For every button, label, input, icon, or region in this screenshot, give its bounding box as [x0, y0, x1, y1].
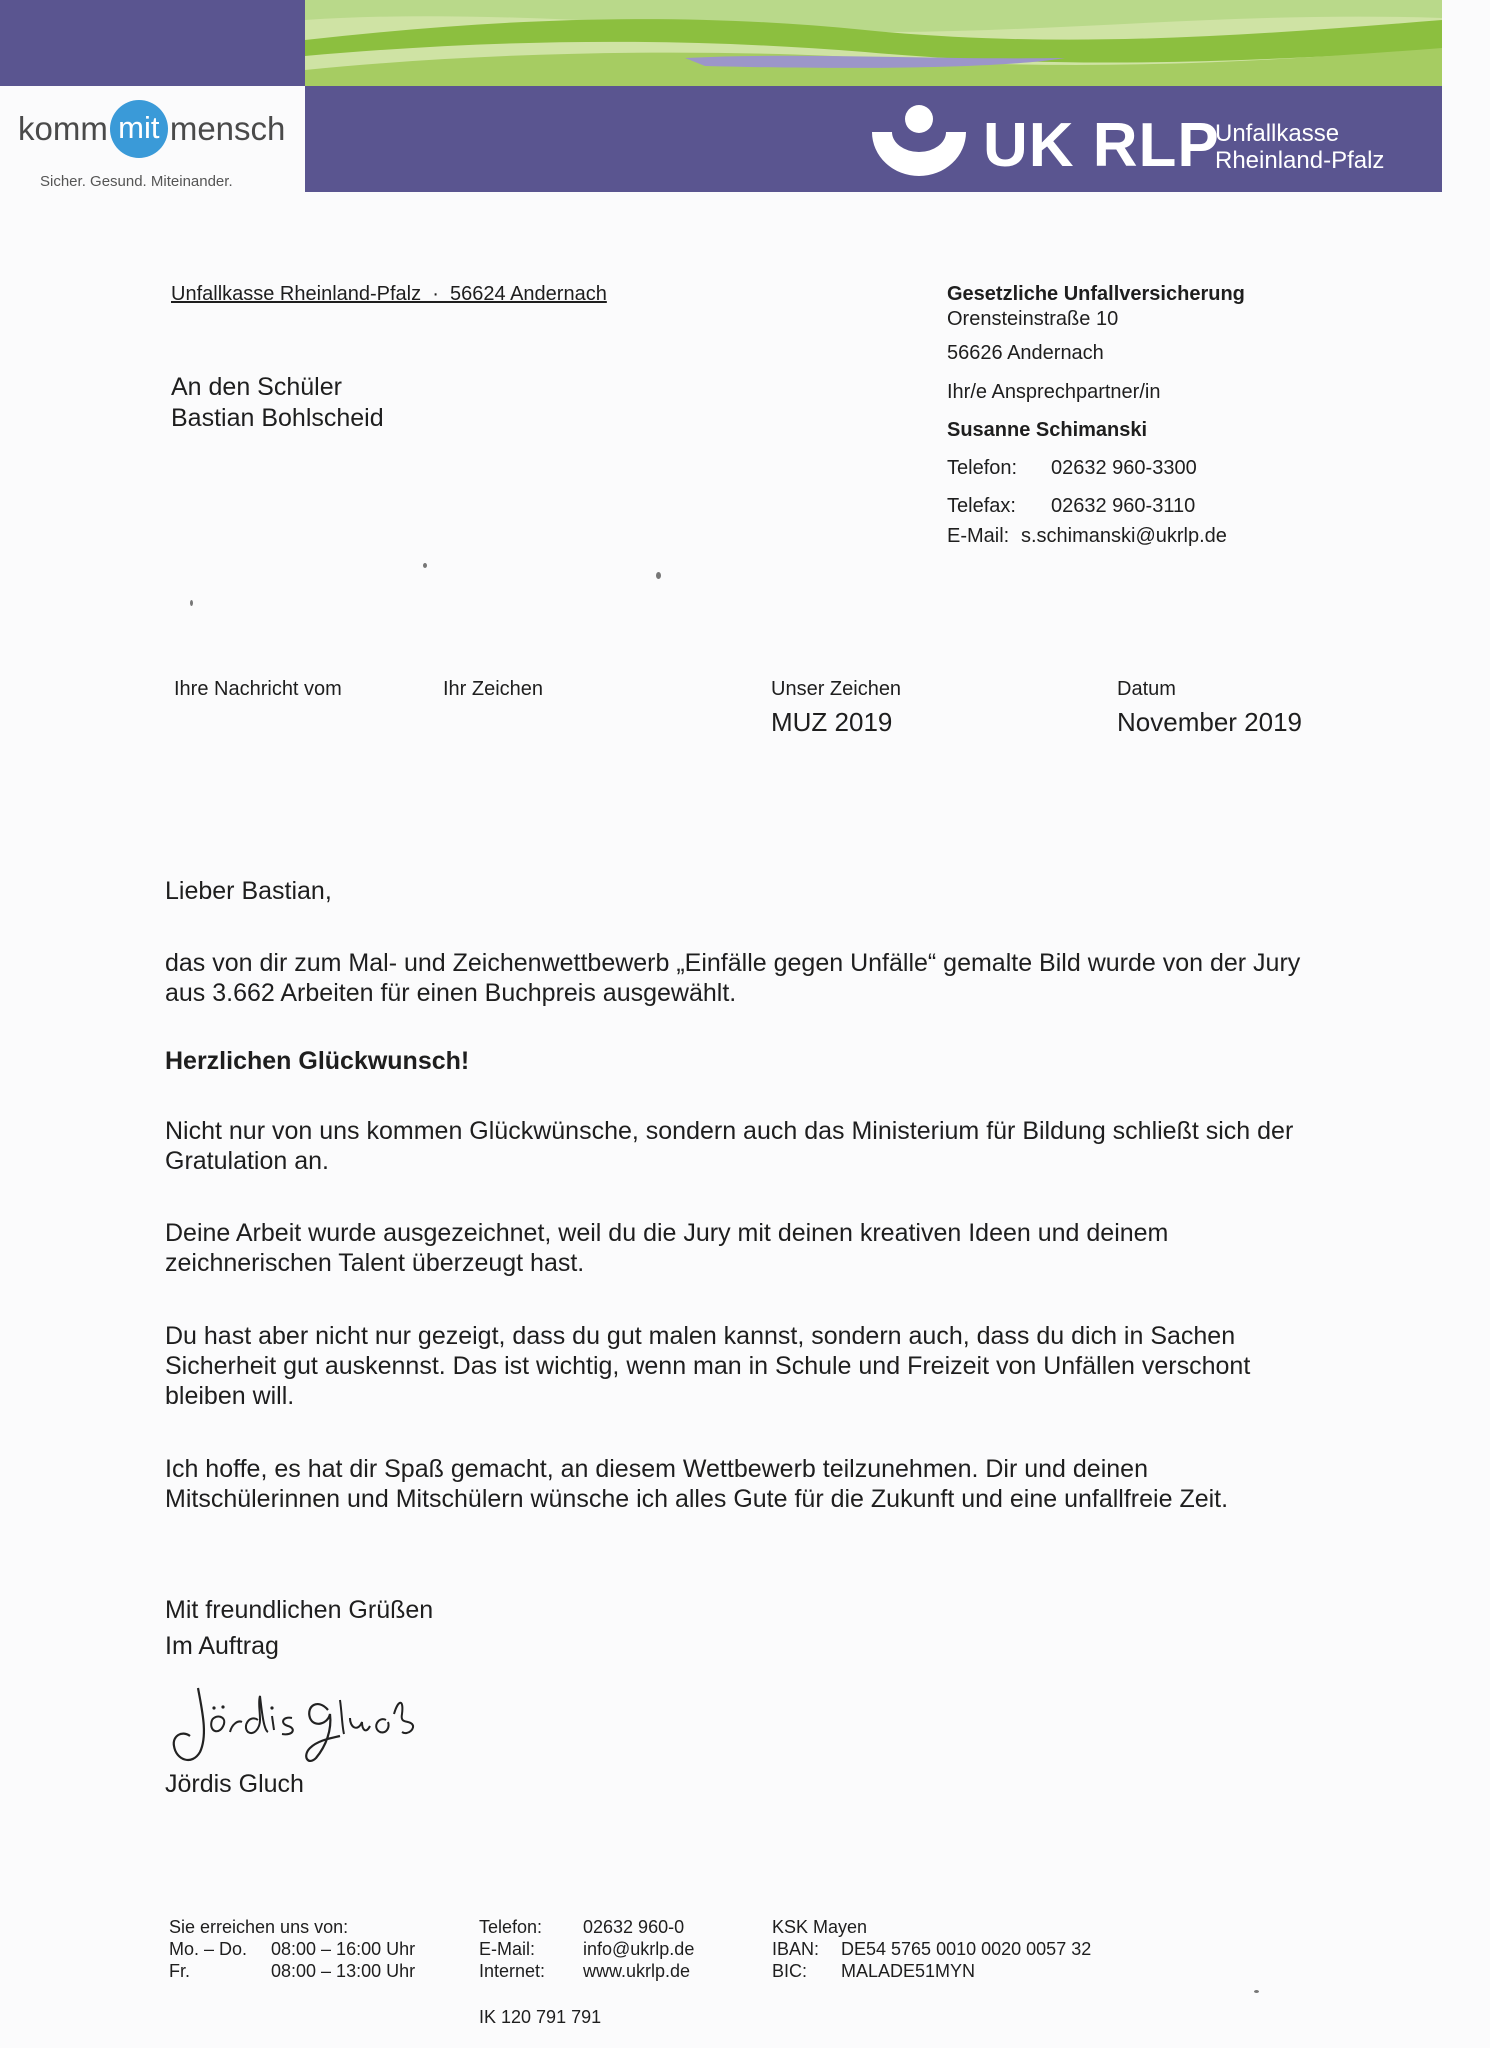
footer-email: info@ukrlp.de: [583, 1939, 695, 1959]
footer-bank: KSK Mayen: [772, 1917, 868, 1937]
contact-fax-label: Telefax:: [947, 495, 1016, 517]
recipient-address: [171, 372, 384, 434]
komm-mit-mensch-logo: [18, 100, 285, 158]
paragraph-4: Du hast aber nicht nur gezeigt, dass du gut malen kannst, sondern auch, dass du dich in Sachen Sicherheit gut auskennst. Das ist wichtig, wenn man in Schule und Freizeit von Unfällen verschont bleiben will.: [165, 1322, 1251, 1410]
footer-iban: DE54 5765 0010 0020 0057 32: [841, 1939, 1092, 1959]
header-green-wave: [305, 0, 1442, 86]
ref-your-sign-label: Ihr Zeichen: [443, 678, 544, 700]
ukrlp-logo-name: UK RLP: [983, 111, 1220, 180]
contact-title: Gesetzliche Unfallversicherung: [947, 283, 1245, 305]
return-address: Unfallkasse Rheinland-Pfalz · 56624 Andernach: [171, 283, 607, 305]
ref-our-sign: MUZ 2019: [771, 707, 893, 737]
logo-text-right: mensch: [169, 110, 286, 147]
logo-text-left: komm: [18, 110, 108, 147]
header-band-left: [0, 0, 305, 86]
ukrlp-full-line-2: Rheinland-Pfalz: [1215, 147, 1385, 174]
salutation: Lieber Bastian,: [165, 877, 332, 905]
ref-date-label: Datum: [1117, 678, 1176, 700]
contact-person-name: Susanne Schimanski: [947, 419, 1148, 441]
closing-on-behalf: Im Auftrag: [165, 1632, 279, 1660]
ref-date: November 2019: [1117, 707, 1302, 737]
footer-email-label: E-Mail:: [479, 1939, 536, 1959]
signer-name: Jördis Gluch: [165, 1770, 304, 1798]
ukrlp-logo-full-name: [1215, 120, 1384, 174]
recipient-line-1: An den Schüler: [171, 373, 342, 401]
contact-phone: 02632 960-3300: [1051, 457, 1197, 479]
scan-speck: [656, 572, 661, 579]
paragraph-2: Nicht nur von uns kommen Glückwünsche, sondern auch das Ministerium für Bildung schließt sich der Gratulation an.: [165, 1117, 1294, 1175]
footer-hours-title: Sie erreichen uns von:: [169, 1917, 349, 1937]
paragraph-5: Ich hoffe, es hat dir Spaß gemacht, an diesem Wettbewerb teilzunehmen. Dir und deinen Mitschülerinnen und Mitschülern wünsche ich alles Gute für die Zukunft und eine unfallfreie Zeit.: [165, 1455, 1229, 1513]
scan-speck: [190, 600, 193, 606]
footer-phone: 02632 960-0: [583, 1917, 685, 1937]
closing-greeting: Mit freundlichen Grüßen: [165, 1596, 434, 1624]
contact-fax: 02632 960-3110: [1051, 495, 1196, 517]
contact-email-label: E-Mail:: [947, 525, 1010, 547]
footer-phone-label: Telefon:: [479, 1917, 543, 1937]
footer-web: www.ukrlp.de: [583, 1961, 691, 1981]
contact-street: Orensteinstraße 10: [947, 308, 1119, 330]
footer-hours-time-2: 08:00 – 13:00 Uhr: [271, 1961, 416, 1981]
ref-our-sign-label: Unser Zeichen: [771, 678, 902, 700]
contact-city: 56626 Andernach: [947, 342, 1104, 364]
footer-iban-label: IBAN:: [772, 1939, 820, 1959]
footer-bic-label: BIC:: [772, 1961, 808, 1981]
contact-person-label: Ihr/e Ansprechpartner/in: [947, 381, 1161, 403]
footer-hours-time-1: 08:00 – 16:00 Uhr: [271, 1939, 416, 1959]
closing-block: [165, 1592, 433, 1664]
congratulations: Herzlichen Glückwunsch!: [165, 1047, 470, 1075]
scan-speck: [1254, 1990, 1259, 1993]
recipient-line-2: Bastian Bohlscheid: [171, 404, 384, 432]
paragraph-1: das von dir zum Mal- und Zeichenwettbewerb „Einfälle gegen Unfälle“ gemalte Bild wurde von der Jury aus 3.662 Arbeiten für einen Buchpreis ausgewählt.: [165, 949, 1301, 1007]
paragraph-3: Deine Arbeit wurde ausgezeichnet, weil du die Jury mit deinen kreativen Ideen und deinem zeichnerischen Talent überzeugt hast.: [165, 1219, 1169, 1277]
contact-phone-label: Telefon:: [947, 457, 1018, 479]
ukrlp-person-icon: [868, 102, 970, 180]
scan-speck: [423, 563, 427, 568]
contact-email: s.schimanski@ukrlp.de: [1021, 525, 1227, 547]
footer-web-label: Internet:: [479, 1961, 546, 1981]
logo-slogan: Sicher. Gesund. Miteinander.: [40, 173, 233, 190]
footer-hours-days-2: Fr.: [169, 1961, 190, 1981]
footer-ik-number: IK 120 791 791: [479, 2007, 602, 2027]
footer-hours-days-1: Mo. – Do.: [169, 1939, 248, 1959]
footer-bic: MALADE51MYN: [841, 1961, 976, 1981]
ukrlp-full-line-1: Unfallkasse: [1215, 120, 1340, 147]
handwritten-signature: [168, 1680, 428, 1770]
logo-circle-mit: mit: [110, 100, 168, 158]
ref-your-message-label: Ihre Nachricht vom: [174, 678, 342, 700]
